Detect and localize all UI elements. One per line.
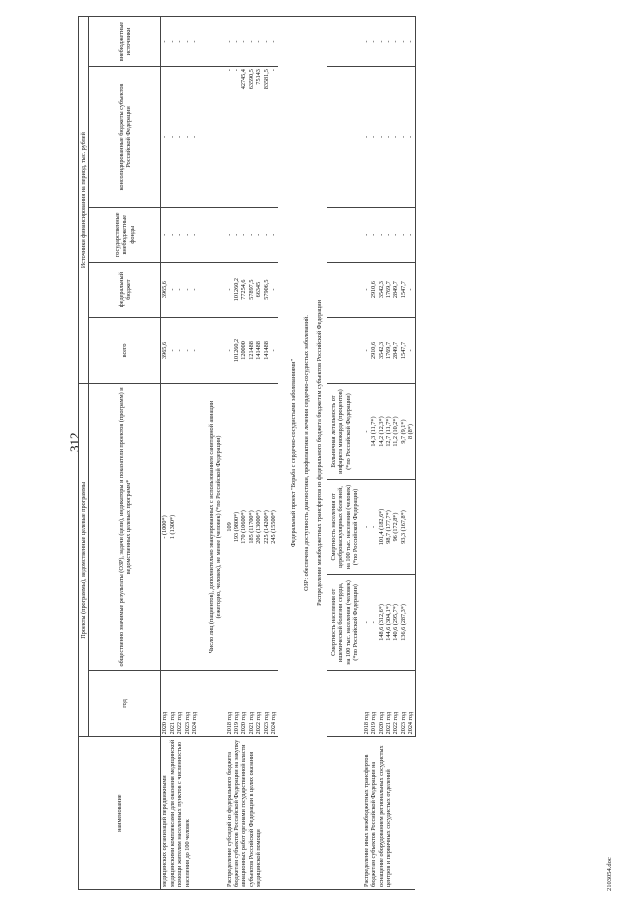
indicator-header-3: Больничная летальность от инфаркта миокарда (процентов) (*по Российской Федерации) (327, 384, 363, 479)
indicator-header-2: Смертность населения от цереброваскулярных болезней, на 100 тыс. населения (человек) (*по Российской Федерации) (327, 479, 363, 574)
page-number: 312 (67, 432, 82, 452)
indicator-headers-row (327, 17, 363, 890)
table-row: 2022 год 206 (13000*) 141488 66345 - 75143 - (255, 17, 262, 890)
table-row: 2019 год - - 14,3 (11,7*) 2910,6 2910,6 - - - (370, 17, 377, 890)
col-total-header: всего (89, 317, 161, 384)
indicator-title: Число лиц (пациентов), дополнительно эвакуированных с использованием санитарной авиации (ежегодно, человек), не менее (человек) (*по Российской Федерации) (205, 384, 226, 670)
sources-group-header: Источники финансирования на период, тыс. рублей (79, 17, 89, 384)
col-indicators-header: общественно значимые результаты (ОЗР), задачи (цели), индикаторы и показатели проектов (программ) и ведомственных целевых программ* (89, 384, 161, 670)
col-name-header: наименование (79, 737, 161, 890)
table-row: 2021 год 1 (1300*) - - - - - (169, 17, 176, 890)
project-title: Федеральный проект "Борьба с сердечно-сосудистыми заболеваниями" (278, 17, 300, 890)
col-regional-header: консолидированные бюджеты субъектов Российской Федерации (89, 67, 161, 208)
table-row: 2023 год - - - - - (184, 17, 191, 890)
table-row: 2024 год 245 (15500*) - - - - - (270, 17, 277, 890)
table-row: Распределение субсидий из федерального бюджета бюджетам субъектов Российской Федерации на закупку авиационных работ органами государственной власти субъектов Российской Федерации в целях оказания медицинской помощи 2018 год 109 - - - - - (226, 17, 233, 890)
table-row: 2022 год - - - - - (176, 17, 183, 890)
table-row: 2024 год - - - - - (191, 17, 198, 890)
col-year-header: год (89, 670, 161, 737)
ozr-text: ОЗР: обеспечена доступность диагностики, профилактики и лечения сердечно-сосудистых заболеваний. (300, 17, 313, 890)
table-row: 2020 год 148,6 (312,6*) 101,4 (182,6*) 14,2 (12,3*) 3542,3 3542,3 - - - (378, 17, 385, 890)
indicator-header-1: Смертность населения от ишемической болезни сердца, на 100 тыс. населения (человек) (*по Российской Федерации) (327, 575, 363, 670)
col-federal-header: федеральный бюджет (89, 262, 161, 317)
financing-table (78, 16, 416, 890)
footer-filename: 2103054.doc (606, 857, 613, 891)
table-row: 2020 год 170 (10600*) 120000 77254,6 - 42745,4 - (240, 17, 247, 890)
table-row: 2023 год 136,6 (287,3*) 93,3 (167,8*) 9,7 (9,1*) 1547,7 1547,7 - - - (400, 17, 407, 890)
table-row: 2021 год 185 (11700*) 121488 57897,5 - 63590,5 - (248, 17, 255, 890)
col-state-funds-header: государственные внебюджетные фонды (89, 207, 161, 262)
table-row: медицинских организаций передвижными медицинскими комплексами для оказания медицинской помощи жителям населенных пунктов с численностью населения до 100 человек 2020 год - (1000*) 3965,6 3965,6 - - - (161, 17, 169, 890)
table-row: Распределение иных межбюджетных трансфертов бюджетам субъектов Российской Федерации на оснащение оборудованием региональных сосудистых центров и первичных сосудистых отделений 2018 год - - - - - - - - (363, 17, 370, 890)
programs-group-header: Проекты (программы), ведомственные целевые программы (79, 384, 89, 737)
project-title-row (278, 17, 300, 890)
distribution-text: Распределение межбюджетных трансфертов из федерального бюджета бюджетам субъектов Российской Федерации (313, 17, 326, 890)
row-name: медицинских организаций передвижными медицинскими комплексами для оказания медицинской помощи жителям населенных пунктов с численностью населения до 100 человек (161, 737, 199, 890)
table-row: 2023 год 225 (14200*) 141488 57906,5 - 83581,5 - (263, 17, 270, 890)
table-row: 2024 год 8 (8*) - - - - - (407, 17, 415, 890)
col-offbudget-header: внебюджетные источники (89, 17, 161, 67)
indicator-title-row (205, 17, 226, 890)
table-row: 2019 год 193 (9800*) 101260,2 101260,2 - - - (233, 17, 240, 890)
distribution-row (313, 17, 326, 890)
ozr-row (300, 17, 313, 890)
row-name: Распределение субсидий из федерального бюджета бюджетам субъектов Российской Федерации на закупку авиационных работ органами государственной власти субъектов Российской Федерации в целях оказания медицинской помощи (226, 737, 278, 890)
table-row: 2022 год 140,6 (295,7*) 96 (172,8*) 11,2 (10,2*) 2849,7 2849,7 - - - (392, 17, 399, 890)
table-row: 2021 год 144,6 (304,1*) 98,7 (177,7*) 12,7 (11,7*) 1769,7 1769,7 - - - (385, 17, 392, 890)
row-name: Распределение иных межбюджетных трансфертов бюджетам субъектов Российской Федерации на оснащение оборудованием региональных сосудистых центров и первичных сосудистых отделений (363, 737, 416, 890)
